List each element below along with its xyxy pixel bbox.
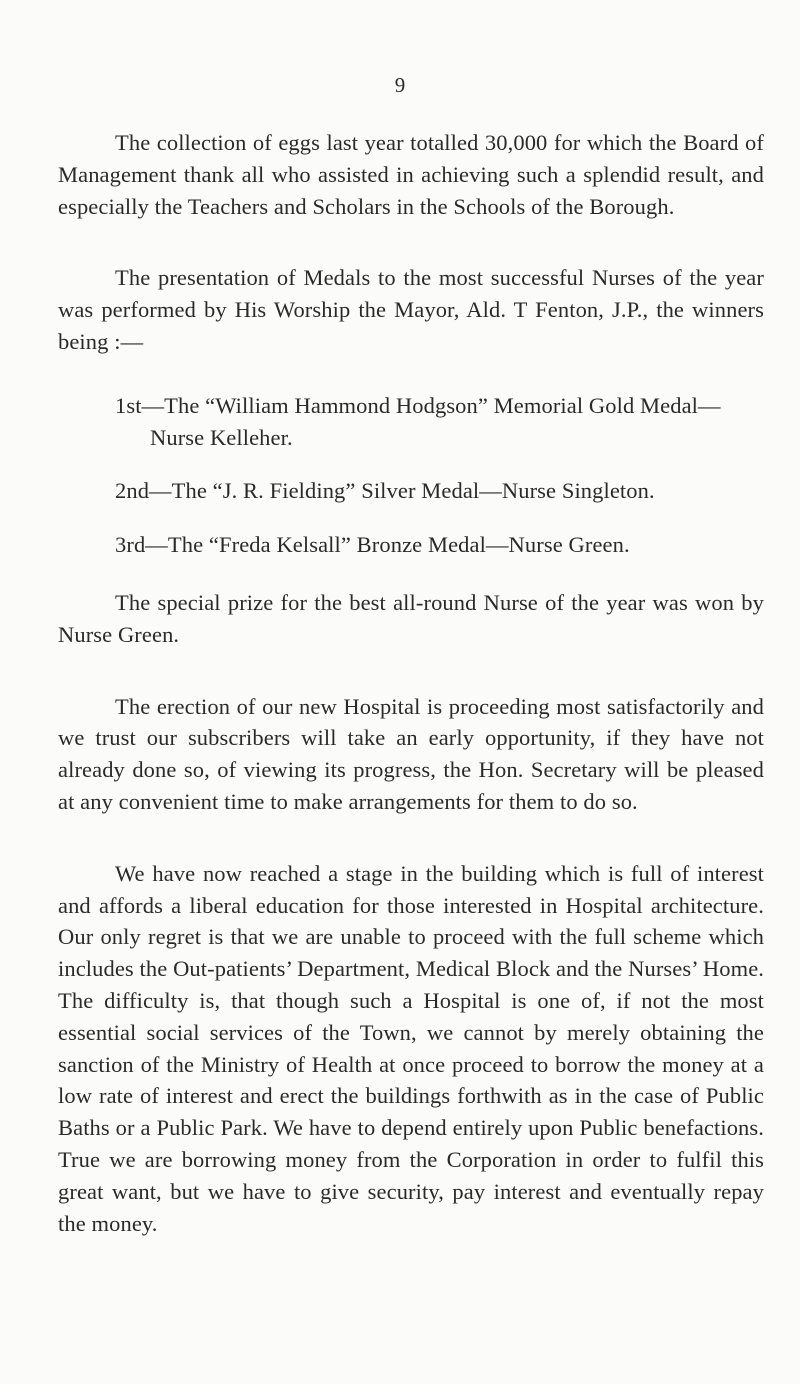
paragraph-new-hospital: The erection of our new Hospital is proceeding most satisfactorily and we trust our subscribers will take an early opportunity, if they have not already done so, of viewing its progress, the Hon. Secretary will be pleased at any convenient time to make arrangements for them to do so.	[58, 693, 764, 814]
paragraph-special-prize: The special prize for the best all-round Nurse of the year was won by Nurse Green.	[58, 589, 764, 647]
paragraph-medal-presentation: The presentation of Medals to the most successful Nurses of the year was performed by His Worship the Mayor, Ald. T Fenton, J.P., the winners being :—	[58, 265, 764, 354]
page-number: 9	[394, 73, 406, 97]
paragraph-egg-collection: The collection of eggs last year totalled 30,000 for which the Board of Management thank all who assisted in achieving such a splendid result, and especially the Teachers and Scholars in the Schools of the Borough.	[58, 130, 764, 219]
list-item: 1st—The “William Hammond Hodgson” Memorial Gold Medal—Nurse Kelleher.	[115, 392, 721, 450]
list-item: 2nd—The “J. R. Fielding” Silver Medal—Nurse Singleton.	[115, 478, 655, 504]
paragraph-building-stage: We have now reached a stage in the building which is full of interest and affords a liberal education for those interested in Hospital architecture. Our only regret is that we are unable to proceed with the full scheme which includes the Out-patients’ Department, Medical Block and the Nurses’ Home. The difficulty is, that though such a Hospital is one of, if not the most essential social services of the Town, we cannot by merely obtaining the sanction of the Ministry of Health at once proceed to borrow the money at a low rate of interest and erect the buildings forthwith as in the case of Public Baths or a Public Park. We have to depend entirely upon Public benefactions. True we are borrowing money from the Corporation in order to fulfil this great want, but we have to give security, pay interest and eventually repay the money.	[58, 860, 764, 1236]
document-body	[58, 127, 764, 1273]
list-item: 3rd—The “Freda Kelsall” Bronze Medal—Nurse Green.	[115, 532, 630, 558]
medal-winners-list	[58, 390, 764, 561]
